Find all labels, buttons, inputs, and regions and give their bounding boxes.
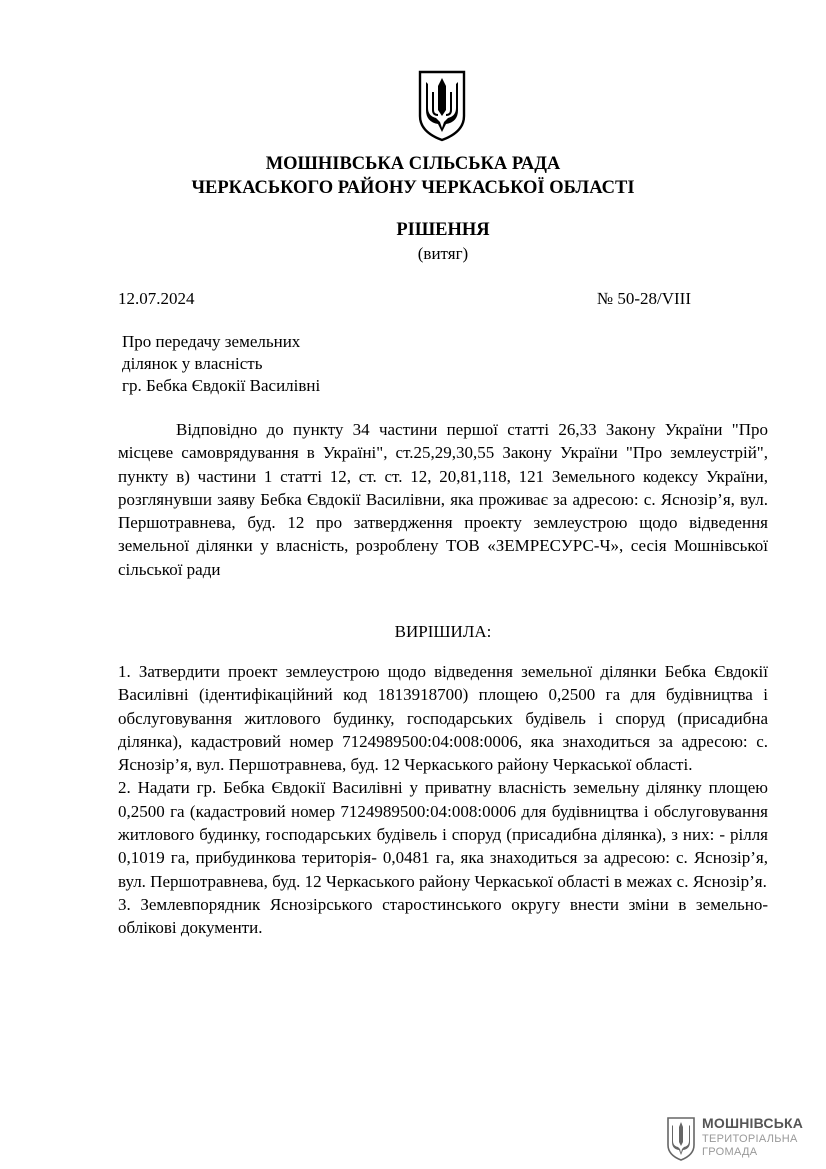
decision-item: 2. Надати гр. Бебка Євдокії Василівні у приватну власність земельну ділянку площею 0,2500 га (кадастровий номер 7124989500:04:008:0006 для будівництва і обслуговування житлового будинку, господарських будівель і споруд (присадибна ділянка), з них: - рілля 0,1019 га, прибудинкова територія- 0,0481 га, яка знаходиться за адресою: с. Яснозір’я, вул. Першотравнева, буд. 12 Черкаського району Черкаської області в межах с. Яснозір’я. [118, 778, 768, 891]
council-name-line2: ЧЕРКАСЬКОГО РАЙОНУ ЧЕРКАСЬКОЇ ОБЛАСТІ [191, 178, 635, 198]
subject-line: гр. Бебка Євдокії Василівні [122, 376, 321, 395]
subject-line: Про передачу земельних [122, 332, 301, 351]
decision-item: 1. Затвердити проект землеустрою щодо відведення земельної ділянки Бебка Євдокії Василівні (ідентифікаційний код 1813918700) площею 0,2500 га для будівництва і обслуговування житлового будинку, господарських будівель і споруд (присадибна ділянка), кадастровий номер 7124989500:04:008:0006, яка знаходиться за адресою: с. Яснозір’я, вул. Першотравнева, буд. 12 Черкаського району Черкаської області. [118, 662, 768, 775]
preamble-paragraph: Відповідно до пункту 34 частини першої статті 26,33 Закону України "Про місцеве самоврядування в Україні", ст.25,29,30,55 Закону України "Про землеустрій", пункту в) частини 1 статті 12, ст. ст. 12, 20,81,118, 121 Земельного кодексу України, розглянувши заяву Бебка Євдокії Василівни, яка проживає за адресою: с. Яснозір’я, вул. Першотравнева, буд. 12 про затвердження проекту землеустрою щодо відведення земельної ділянки у власність, розроблену ТОВ «ЗЕМРЕСУРС-Ч», сесія Мошнівської сільської ради [118, 420, 768, 579]
logo-title: МОШНІВСЬКА [702, 1115, 804, 1131]
trident-emblem-icon [416, 70, 468, 142]
decision-date: 12.07.2024 [118, 289, 195, 308]
logo-subtitle: ГРОМАДА [702, 1146, 758, 1158]
logo-subtitle: ТЕРИТОРІАЛЬНА [702, 1133, 798, 1145]
decision-number: № 50-28/VIII [596, 289, 691, 308]
decided-heading: ВИРІШИЛА: [394, 622, 492, 641]
council-name-line1: МОШНІВСЬКА СІЛЬСЬКА РАДА [265, 154, 561, 174]
community-logo [666, 1115, 816, 1161]
subject-line: ділянок у власність [122, 354, 263, 373]
decision-subject [122, 331, 320, 397]
document-subtype: (витяг) [417, 244, 469, 263]
decision-item: 3. Землевпорядник Яснозірського старостинського округу внести зміни в земельно-облікові документи. [118, 894, 768, 938]
document-type: РІШЕННЯ [396, 220, 490, 240]
trident-icon [666, 1117, 696, 1161]
council-name [0, 152, 826, 200]
decision-items [118, 660, 768, 940]
